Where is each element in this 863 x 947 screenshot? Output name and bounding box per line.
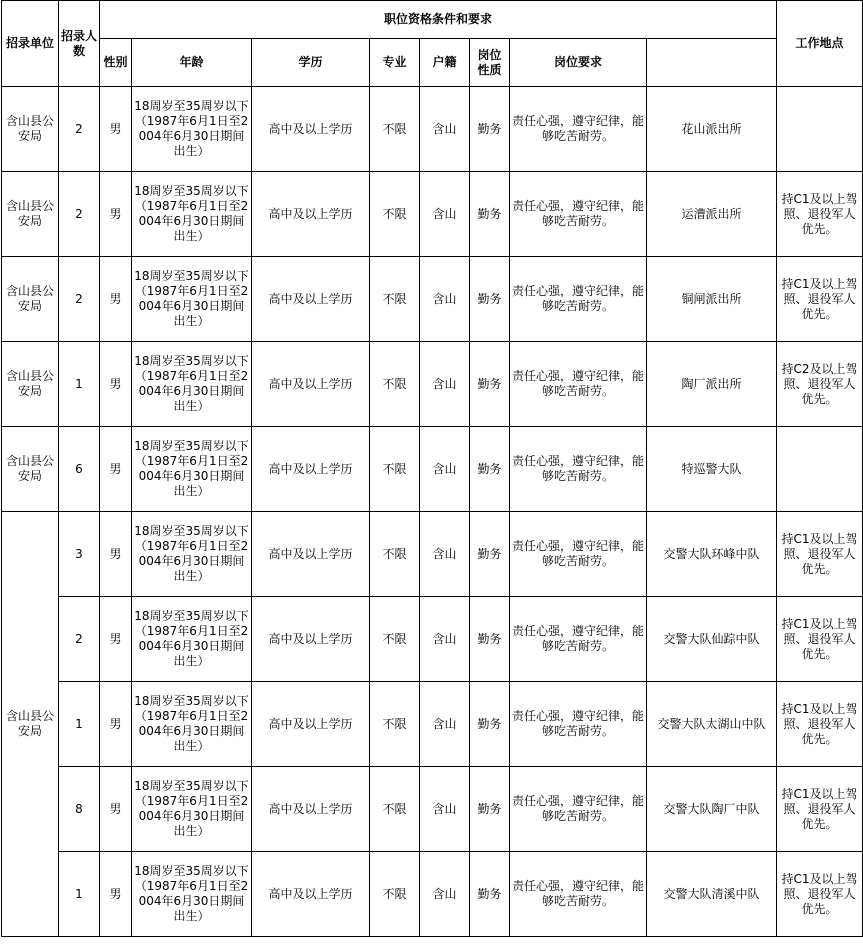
cell-location: 交警大队清溪中队 bbox=[647, 852, 777, 937]
cell-hukou: 含山 bbox=[420, 172, 470, 257]
cell-remark: 持C1及以上驾照、退役军人优先。 bbox=[777, 597, 863, 682]
cell-remark: 持C2及以上驾照、退役军人优先。 bbox=[777, 342, 863, 427]
cell-hukou: 含山 bbox=[420, 427, 470, 512]
cell-nature: 勤务 bbox=[470, 257, 510, 342]
cell-location: 铜闸派出所 bbox=[647, 257, 777, 342]
cell-age: 18周岁至35周岁以下（1987年6月1日至2004年6月30日期间出生） bbox=[132, 852, 252, 937]
cell-requirement: 责任心强，遵守纪律，能够吃苦耐劳。 bbox=[510, 342, 647, 427]
cell-education: 高中及以上学历 bbox=[252, 427, 370, 512]
table-row bbox=[2, 257, 863, 342]
table-row bbox=[2, 767, 863, 852]
cell-gender: 男 bbox=[100, 597, 132, 682]
cell-age: 18周岁至35周岁以下（1987年6月1日至2004年6月30日期间出生） bbox=[132, 767, 252, 852]
cell-count: 2 bbox=[59, 172, 100, 257]
table-row bbox=[2, 342, 863, 427]
cell-gender: 男 bbox=[100, 87, 132, 172]
cell-major: 不限 bbox=[370, 597, 420, 682]
table-row bbox=[2, 427, 863, 512]
cell-count: 3 bbox=[59, 512, 100, 597]
cell-count: 2 bbox=[59, 597, 100, 682]
cell-location: 交警大队太湖山中队 bbox=[647, 682, 777, 767]
header-location: 工作地点 bbox=[777, 1, 863, 87]
cell-location: 交警大队仙踪中队 bbox=[647, 597, 777, 682]
header-age: 年龄 bbox=[132, 39, 252, 87]
cell-education: 高中及以上学历 bbox=[252, 852, 370, 937]
cell-major: 不限 bbox=[370, 87, 420, 172]
cell-age: 18周岁至35周岁以下（1987年6月1日至2004年6月30日期间出生） bbox=[132, 257, 252, 342]
cell-hukou: 含山 bbox=[420, 682, 470, 767]
cell-remark bbox=[777, 427, 863, 512]
cell-nature: 勤务 bbox=[470, 172, 510, 257]
cell-major: 不限 bbox=[370, 852, 420, 937]
cell-nature: 勤务 bbox=[470, 512, 510, 597]
cell-education: 高中及以上学历 bbox=[252, 767, 370, 852]
table-row bbox=[2, 852, 863, 937]
cell-education: 高中及以上学历 bbox=[252, 257, 370, 342]
cell-remark bbox=[777, 87, 863, 172]
cell-remark: 持C1及以上驾照、退役军人优先。 bbox=[777, 512, 863, 597]
cell-age: 18周岁至35周岁以下（1987年6月1日至2004年6月30日期间出生） bbox=[132, 427, 252, 512]
cell-major: 不限 bbox=[370, 342, 420, 427]
cell-nature: 勤务 bbox=[470, 852, 510, 937]
cell-nature: 勤务 bbox=[470, 597, 510, 682]
header-gender: 性别 bbox=[100, 39, 132, 87]
cell-gender: 男 bbox=[100, 852, 132, 937]
table-row bbox=[2, 172, 863, 257]
cell-count: 1 bbox=[59, 852, 100, 937]
cell-age: 18周岁至35周岁以下（1987年6月1日至2004年6月30日期间出生） bbox=[132, 172, 252, 257]
cell-count: 1 bbox=[59, 342, 100, 427]
cell-education: 高中及以上学历 bbox=[252, 597, 370, 682]
cell-major: 不限 bbox=[370, 767, 420, 852]
cell-gender: 男 bbox=[100, 427, 132, 512]
cell-count: 8 bbox=[59, 767, 100, 852]
table-body bbox=[2, 87, 863, 937]
cell-location: 陶厂派出所 bbox=[647, 342, 777, 427]
cell-nature: 勤务 bbox=[470, 342, 510, 427]
cell-age: 18周岁至35周岁以下（1987年6月1日至2004年6月30日期间出生） bbox=[132, 682, 252, 767]
cell-location: 运漕派出所 bbox=[647, 172, 777, 257]
cell-requirement: 责任心强，遵守纪律，能够吃苦耐劳。 bbox=[510, 427, 647, 512]
cell-count: 6 bbox=[59, 427, 100, 512]
cell-unit: 含山县公安局 bbox=[2, 87, 59, 172]
cell-education: 高中及以上学历 bbox=[252, 342, 370, 427]
cell-count: 2 bbox=[59, 257, 100, 342]
cell-requirement: 责任心强，遵守纪律，能够吃苦耐劳。 bbox=[510, 852, 647, 937]
header-requirement: 岗位要求 bbox=[510, 39, 647, 87]
cell-nature: 勤务 bbox=[470, 87, 510, 172]
header-education: 学历 bbox=[252, 39, 370, 87]
cell-gender: 男 bbox=[100, 512, 132, 597]
cell-gender: 男 bbox=[100, 342, 132, 427]
cell-major: 不限 bbox=[370, 512, 420, 597]
cell-hukou: 含山 bbox=[420, 257, 470, 342]
header-conditions: 职位资格条件和要求 bbox=[100, 1, 777, 39]
cell-age: 18周岁至35周岁以下（1987年6月1日至2004年6月30日期间出生） bbox=[132, 597, 252, 682]
header-count: 招录人数 bbox=[59, 1, 100, 87]
table-row bbox=[2, 682, 863, 767]
cell-unit: 含山县公安局 bbox=[2, 427, 59, 512]
cell-education: 高中及以上学历 bbox=[252, 87, 370, 172]
cell-education: 高中及以上学历 bbox=[252, 172, 370, 257]
cell-remark: 持C1及以上驾照、退役军人优先。 bbox=[777, 172, 863, 257]
cell-education: 高中及以上学历 bbox=[252, 512, 370, 597]
cell-remark: 持C1及以上驾照、退役军人优先。 bbox=[777, 852, 863, 937]
recruitment-table bbox=[1, 0, 863, 937]
table-row bbox=[2, 512, 863, 597]
cell-requirement: 责任心强，遵守纪律，能够吃苦耐劳。 bbox=[510, 512, 647, 597]
cell-remark: 持C1及以上驾照、退役军人优先。 bbox=[777, 257, 863, 342]
cell-major: 不限 bbox=[370, 172, 420, 257]
cell-nature: 勤务 bbox=[470, 682, 510, 767]
header-nature: 岗位性质 bbox=[470, 39, 510, 87]
cell-unit: 含山县公安局 bbox=[2, 172, 59, 257]
cell-major: 不限 bbox=[370, 682, 420, 767]
cell-major: 不限 bbox=[370, 257, 420, 342]
cell-location: 花山派出所 bbox=[647, 87, 777, 172]
cell-education: 高中及以上学历 bbox=[252, 682, 370, 767]
cell-hukou: 含山 bbox=[420, 767, 470, 852]
cell-location: 交警大队环峰中队 bbox=[647, 512, 777, 597]
cell-location: 交警大队陶厂中队 bbox=[647, 767, 777, 852]
table-row bbox=[2, 87, 863, 172]
cell-unit: 含山县公安局 bbox=[2, 342, 59, 427]
cell-hukou: 含山 bbox=[420, 87, 470, 172]
cell-requirement: 责任心强，遵守纪律，能够吃苦耐劳。 bbox=[510, 257, 647, 342]
cell-gender: 男 bbox=[100, 767, 132, 852]
cell-count: 1 bbox=[59, 682, 100, 767]
cell-requirement: 责任心强，遵守纪律，能够吃苦耐劳。 bbox=[510, 767, 647, 852]
cell-location: 特巡警大队 bbox=[647, 427, 777, 512]
header-unit: 招录单位 bbox=[2, 1, 59, 87]
cell-requirement: 责任心强，遵守纪律，能够吃苦耐劳。 bbox=[510, 87, 647, 172]
cell-age: 18周岁至35周岁以下（1987年6月1日至2004年6月30日期间出生） bbox=[132, 87, 252, 172]
cell-requirement: 责任心强，遵守纪律，能够吃苦耐劳。 bbox=[510, 597, 647, 682]
cell-requirement: 责任心强，遵守纪律，能够吃苦耐劳。 bbox=[510, 172, 647, 257]
header-hukou: 户籍 bbox=[420, 39, 470, 87]
cell-hukou: 含山 bbox=[420, 342, 470, 427]
cell-gender: 男 bbox=[100, 682, 132, 767]
cell-major: 不限 bbox=[370, 427, 420, 512]
cell-age: 18周岁至35周岁以下（1987年6月1日至2004年6月30日期间出生） bbox=[132, 342, 252, 427]
cell-count: 2 bbox=[59, 87, 100, 172]
cell-remark: 持C1及以上驾照、退役军人优先。 bbox=[777, 682, 863, 767]
cell-remark: 持C1及以上驾照、退役军人优先。 bbox=[777, 767, 863, 852]
cell-age: 18周岁至35周岁以下（1987年6月1日至2004年6月30日期间出生） bbox=[132, 512, 252, 597]
cell-hukou: 含山 bbox=[420, 852, 470, 937]
header-major: 专业 bbox=[370, 39, 420, 87]
cell-hukou: 含山 bbox=[420, 597, 470, 682]
cell-nature: 勤务 bbox=[470, 767, 510, 852]
cell-unit: 含山县公安局 bbox=[2, 257, 59, 342]
cell-gender: 男 bbox=[100, 172, 132, 257]
cell-hukou: 含山 bbox=[420, 512, 470, 597]
cell-nature: 勤务 bbox=[470, 427, 510, 512]
cell-unit: 含山县公安局 bbox=[2, 512, 59, 937]
table-row bbox=[2, 597, 863, 682]
cell-gender: 男 bbox=[100, 257, 132, 342]
cell-requirement: 责任心强，遵守纪律，能够吃苦耐劳。 bbox=[510, 682, 647, 767]
